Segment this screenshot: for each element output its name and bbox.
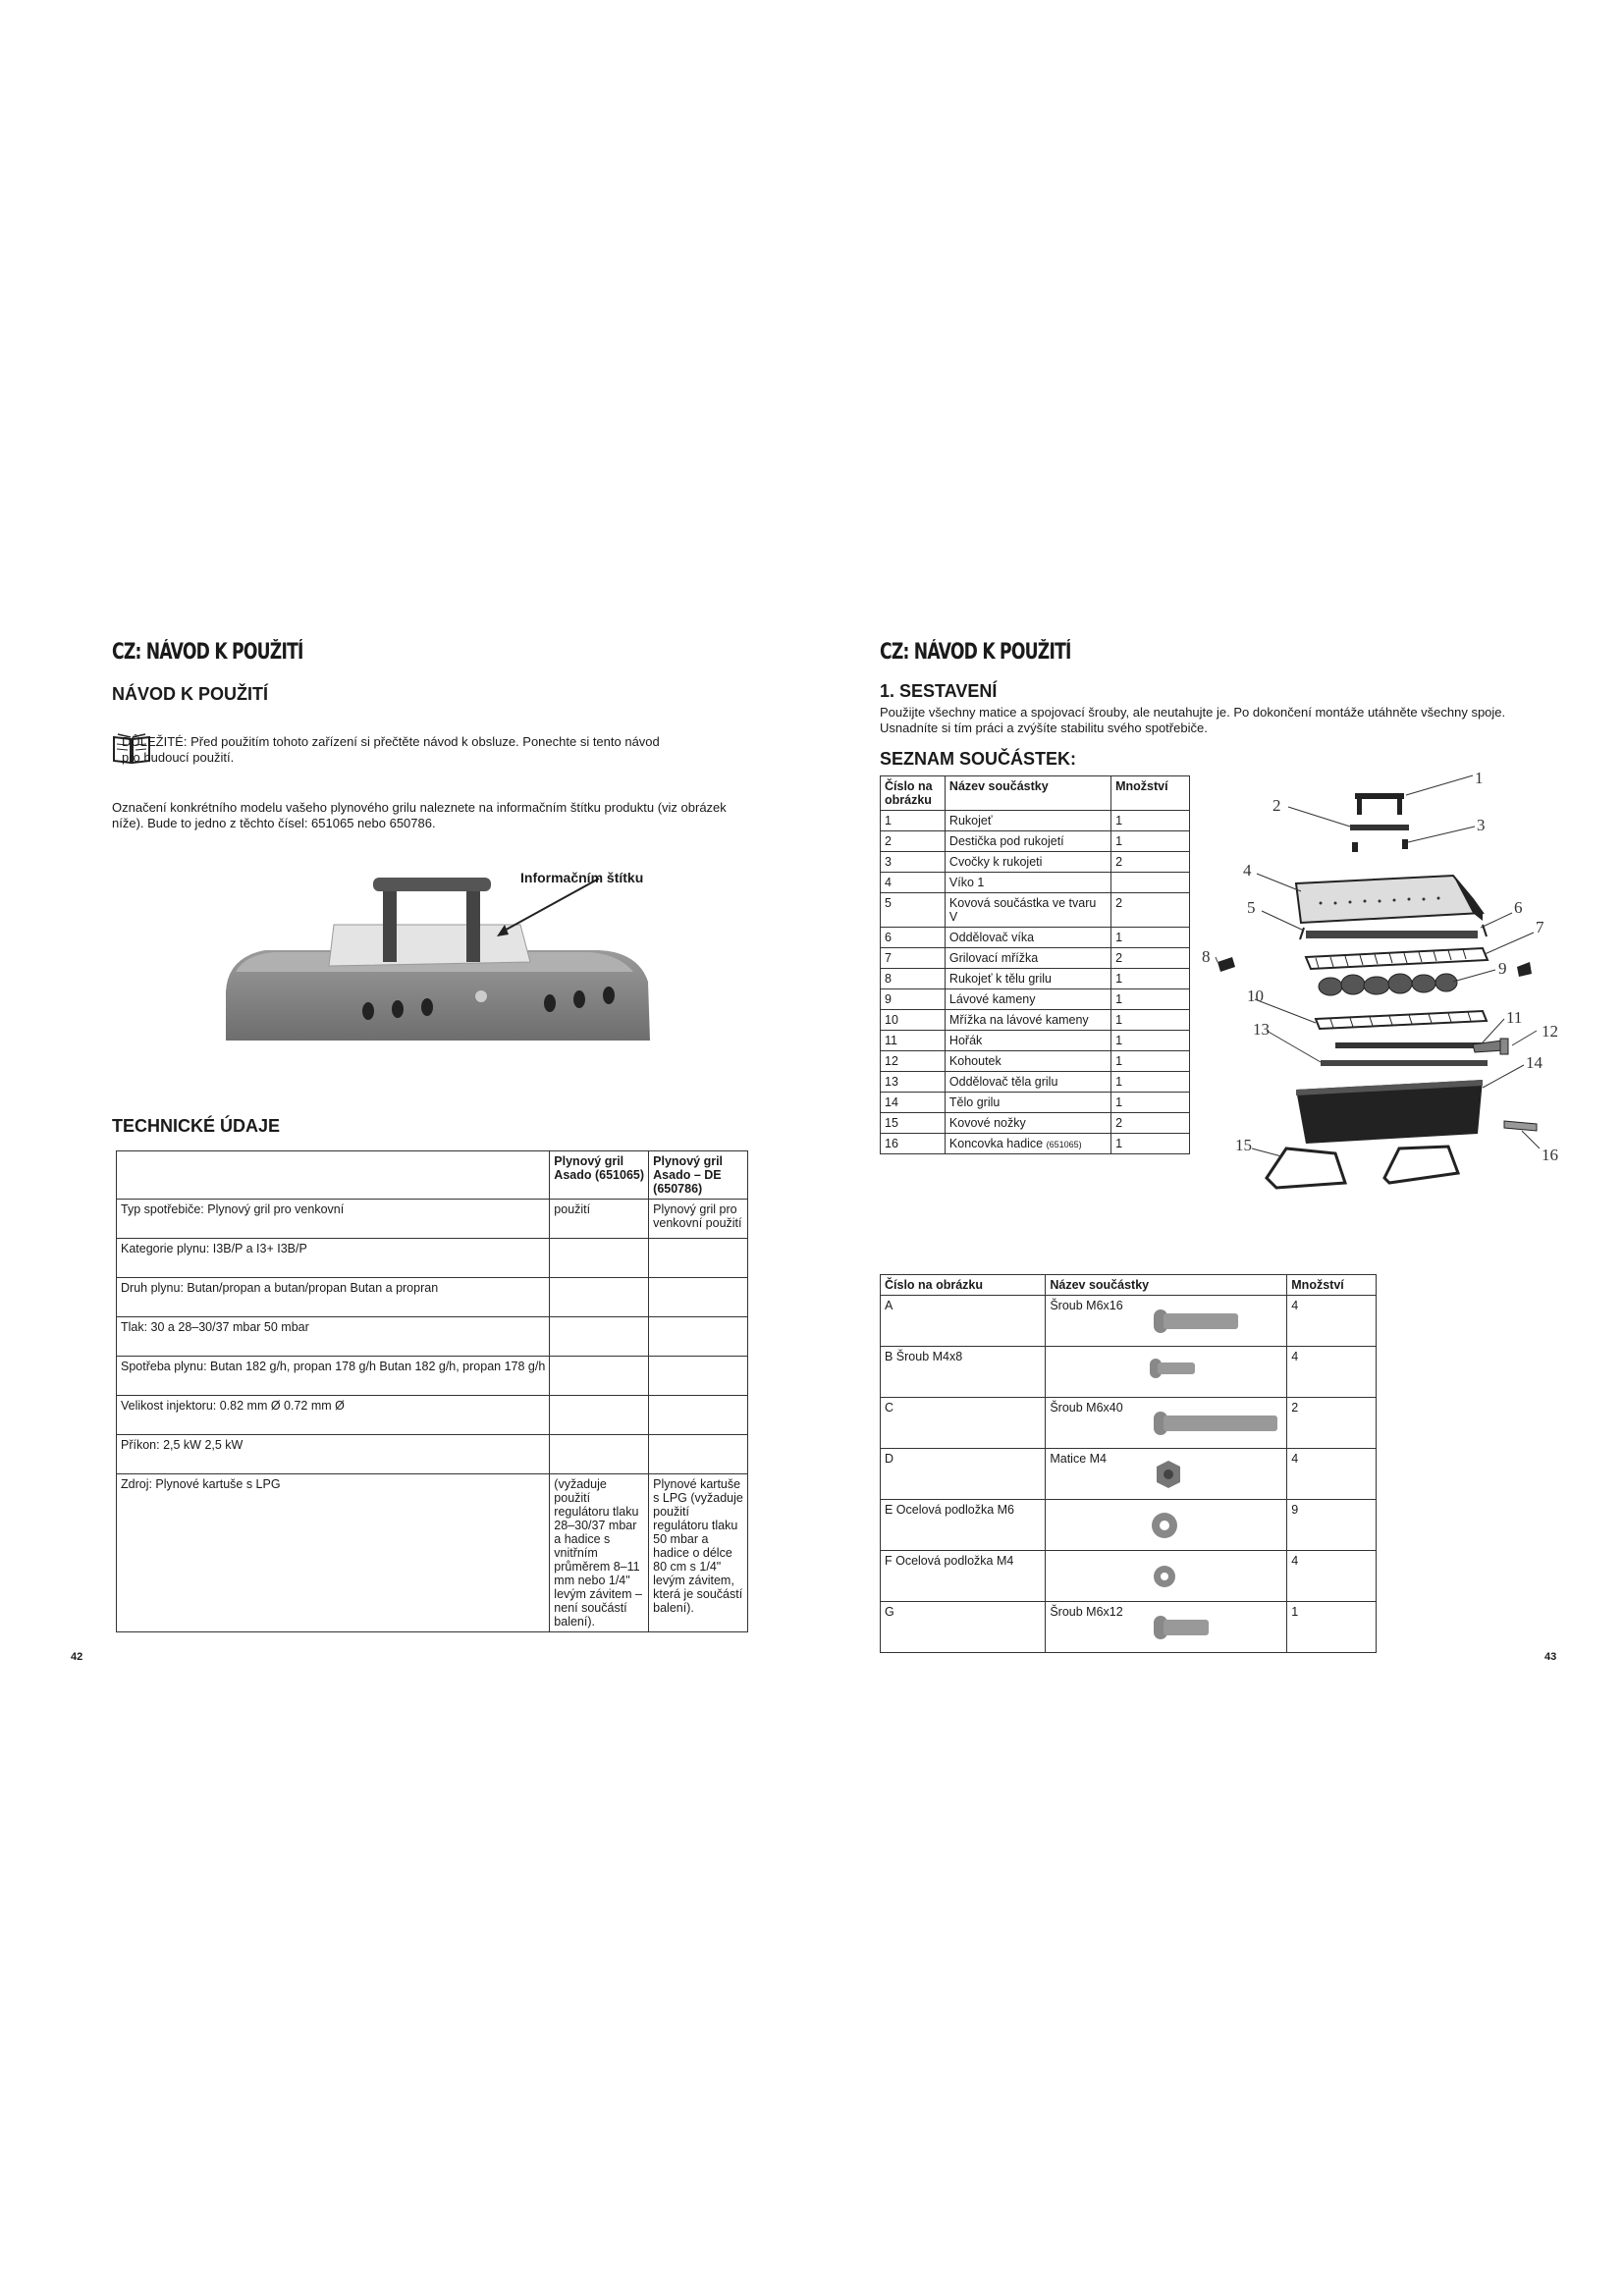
parts-cell: 4 (881, 873, 946, 893)
parts-cell: 7 (881, 948, 946, 969)
parts-table-row (881, 928, 1190, 948)
parts-table-row (881, 1093, 1190, 1113)
parts-title: SEZNAM SOUČÁSTEK: (880, 749, 1077, 769)
parts-cell: 1 (1111, 1072, 1190, 1093)
parts-table-row (881, 1051, 1190, 1072)
parts-table-row (881, 1010, 1190, 1031)
hardware-cell-text: G (885, 1605, 894, 1619)
tech-cell (649, 1239, 748, 1278)
parts-cell: 14 (881, 1093, 946, 1113)
parts-cell: Mřížka na lávové kameny (945, 1010, 1110, 1031)
tech-cell: Plynový gril pro venkovní použití (649, 1200, 748, 1239)
tech-table-row (117, 1239, 748, 1278)
hardware-cell-text: Šroub M6x12 (1050, 1605, 1123, 1619)
tech-table (116, 1150, 748, 1632)
parts-table-row (881, 948, 1190, 969)
hardware-table (880, 1274, 1377, 1653)
page-number-right: 43 (1544, 1651, 1557, 1663)
left-section-title: CZ: NÁVOD K POUŽITÍ (112, 640, 303, 665)
hardware-cell (1287, 1296, 1377, 1347)
parts-cell: Oddělovač víka (945, 928, 1110, 948)
tech-header-cell: Plynový gril Asado – DE (650786) (649, 1151, 748, 1200)
parts-table-row (881, 831, 1190, 852)
hardware-cell-text: A (885, 1299, 893, 1312)
hardware-cell (1046, 1500, 1287, 1551)
label-callout: Informačním štítku (520, 870, 644, 885)
hardware-cell-text: 4 (1291, 1554, 1299, 1568)
hardware-cell-text: 4 (1291, 1299, 1299, 1312)
tech-cell: použití (550, 1200, 649, 1239)
parts-cell: 1 (1111, 969, 1190, 989)
parts-table-row (881, 852, 1190, 873)
parts-cell: 10 (881, 1010, 946, 1031)
tech-title: TECHNICKÉ ÚDAJE (112, 1116, 281, 1136)
right-section-title: CZ: NÁVOD K POUŽITÍ (880, 640, 1071, 665)
tech-table-row (117, 1357, 748, 1396)
parts-cell: 1 (1111, 989, 1190, 1010)
hardware-table-row (881, 1449, 1377, 1500)
parts-cell: Cvočky k rukojeti (945, 852, 1110, 873)
tech-cell: Druh plynu: Butan/propan a butan/propan Butan a propran (117, 1278, 550, 1317)
hardware-header-cell: Číslo na obrázku (881, 1275, 1046, 1296)
tech-cell (649, 1396, 748, 1435)
parts-cell: 1 (1111, 811, 1190, 831)
hardware-table-row (881, 1551, 1377, 1602)
parts-cell: Lávové kameny (945, 989, 1110, 1010)
parts-table-row (881, 893, 1190, 928)
tech-cell: Příkon: 2,5 kW 2,5 kW (117, 1435, 550, 1474)
parts-table-row (881, 969, 1190, 989)
diagram-label-14: 14 (1526, 1053, 1543, 1072)
tech-cell: Plynové kartuše s LPG (vyžaduje použití regulátoru tlaku 50 mbar a hadice o délce 80 cm s 1/4" levým závitem, která je součástí balení). (649, 1474, 748, 1632)
important-note (122, 734, 672, 766)
parts-table-row (881, 1031, 1190, 1051)
tech-header-cell (117, 1151, 550, 1200)
hardware-table-row (881, 1296, 1377, 1347)
hardware-cell (1046, 1296, 1287, 1347)
parts-cell: Hořák (945, 1031, 1110, 1051)
parts-header-cell: Množství (1111, 776, 1190, 811)
parts-cell: Grilovací mřížka (945, 948, 1110, 969)
parts-cell: 2 (1111, 852, 1190, 873)
hardware-cell (1287, 1398, 1377, 1449)
parts-table-row (881, 1134, 1190, 1154)
parts-cell: 16 (881, 1134, 946, 1154)
parts-table-row (881, 811, 1190, 831)
diagram-label-2: 2 (1272, 796, 1281, 815)
left-subtitle: NÁVOD K POUŽITÍ (112, 684, 269, 704)
parts-cell: 1 (881, 811, 946, 831)
bolt-xlong-icon (1154, 1406, 1281, 1444)
important-prefix: DŮLEŽITÉ: (122, 734, 188, 749)
parts-cell: 15 (881, 1113, 946, 1134)
tech-table-row (117, 1200, 748, 1239)
tech-cell (550, 1435, 649, 1474)
washer-small-icon (1150, 1559, 1179, 1597)
tech-cell: Typ spotřebiče: Plynový gril pro venkovní (117, 1200, 550, 1239)
parts-cell: 1 (1111, 1051, 1190, 1072)
hardware-table-row (881, 1347, 1377, 1398)
page-number-left: 42 (71, 1651, 83, 1663)
parts-cell: 2 (1111, 893, 1190, 928)
diagram-label-16: 16 (1542, 1146, 1558, 1164)
hardware-cell (1046, 1347, 1287, 1398)
hardware-cell (881, 1449, 1046, 1500)
tech-cell (550, 1357, 649, 1396)
hardware-cell (881, 1347, 1046, 1398)
diagram-label-8: 8 (1202, 947, 1211, 966)
parts-cell: Víko 1 (945, 873, 1110, 893)
tech-cell (649, 1278, 748, 1317)
tech-cell (649, 1435, 748, 1474)
bolt-long-icon (1154, 1304, 1242, 1342)
parts-cell (945, 1134, 1110, 1154)
hardware-cell (881, 1602, 1046, 1653)
parts-table-row (881, 989, 1190, 1010)
tech-cell: Zdroj: Plynové kartuše s LPG (117, 1474, 550, 1632)
assembly-title: 1. SESTAVENÍ (880, 681, 998, 701)
parts-cell: 1 (1111, 1134, 1190, 1154)
hardware-cell (881, 1500, 1046, 1551)
parts-table-header (881, 776, 1190, 811)
hardware-cell-text: 2 (1291, 1401, 1299, 1415)
parts-cell: Destička pod rukojetí (945, 831, 1110, 852)
parts-cell: 1 (1111, 1093, 1190, 1113)
parts-cell: Kohoutek (945, 1051, 1110, 1072)
washer-icon (1150, 1508, 1179, 1546)
hardware-cell-text: Šroub M6x16 (1050, 1299, 1123, 1312)
tech-cell (550, 1239, 649, 1278)
hardware-cell-text: 4 (1291, 1350, 1299, 1363)
diagram-label-3: 3 (1477, 816, 1486, 834)
parts-cell: Kovová součástka ve tvaru V (945, 893, 1110, 928)
hardware-cell-text: 4 (1291, 1452, 1299, 1466)
tech-header-cell: Plynový gril Asado (651065) (550, 1151, 649, 1200)
hardware-cell (1046, 1398, 1287, 1449)
diagram-label-9: 9 (1498, 959, 1507, 978)
hardware-cell (881, 1398, 1046, 1449)
diagram-label-10: 10 (1247, 987, 1264, 1005)
parts-cell: 13 (881, 1072, 946, 1093)
parts-cell: 3 (881, 852, 946, 873)
diagram-label-5: 5 (1247, 898, 1256, 917)
bolt-short-icon (1150, 1355, 1199, 1387)
tech-cell (649, 1317, 748, 1357)
hardware-cell (1287, 1602, 1377, 1653)
parts-cell: 6 (881, 928, 946, 948)
parts-cell: Rukojeť k tělu grilu (945, 969, 1110, 989)
parts-cell: 1 (1111, 1031, 1190, 1051)
parts-header-cell: Číslo na obrázku (881, 776, 946, 811)
nut-icon (1154, 1457, 1183, 1495)
part-name: Koncovka hadice (948, 1137, 1044, 1150)
assembly-text: Použijte všechny matice a spojovací šrouby, ale neutahujte je. Po dokončení montáže utáhněte všechny spoje. Usnadníte si tím práci a zvýšíte stabilitu svého spotřebiče. (880, 705, 1506, 735)
important-text: Před použitím tohoto zařízení si přečtěte návod k obsluze. Ponechte si tento návod pro budoucí použití. (122, 734, 660, 765)
parts-cell: 5 (881, 893, 946, 928)
parts-cell: Rukojeť (945, 811, 1110, 831)
tech-cell: Tlak: 30 a 28–30/37 mbar 50 mbar (117, 1317, 550, 1357)
hardware-cell (1287, 1347, 1377, 1398)
hardware-cell-text: C (885, 1401, 894, 1415)
hardware-header-cell: Název součástky (1046, 1275, 1287, 1296)
hardware-cell-text: 1 (1291, 1605, 1299, 1619)
tech-table-row (117, 1278, 748, 1317)
tech-cell: (vyžaduje použití regulátoru tlaku 28–30/37 mbar a hadice s vnitřním průměrem 8–11 mm nebo 1/4" levým závitem – není součástí balení). (550, 1474, 649, 1632)
hardware-cell (1287, 1449, 1377, 1500)
parts-table (880, 775, 1190, 1154)
hardware-cell (881, 1551, 1046, 1602)
parts-cell: 8 (881, 969, 946, 989)
parts-cell: Oddělovač těla grilu (945, 1072, 1110, 1093)
hardware-cell (1046, 1449, 1287, 1500)
parts-cell: 11 (881, 1031, 946, 1051)
part-note: (651065) (1046, 1140, 1082, 1149)
hardware-header-cell: Množství (1287, 1275, 1377, 1296)
exploded-diagram (1188, 766, 1581, 1217)
hardware-table-row (881, 1500, 1377, 1551)
parts-cell: 2 (1111, 948, 1190, 969)
hardware-cell (1046, 1551, 1287, 1602)
diagram-label-13: 13 (1253, 1020, 1270, 1039)
hardware-table-row (881, 1602, 1377, 1653)
diagram-label-11: 11 (1506, 1008, 1523, 1027)
diagram-label-4: 4 (1243, 861, 1252, 880)
tech-table-row (117, 1474, 748, 1632)
hardware-table-row (881, 1398, 1377, 1449)
parts-table-row (881, 873, 1190, 893)
parts-cell (1111, 873, 1190, 893)
hardware-cell-text: D (885, 1452, 894, 1466)
diagram-label-12: 12 (1542, 1022, 1558, 1041)
hardware-cell (1287, 1551, 1377, 1602)
parts-cell: 12 (881, 1051, 946, 1072)
hardware-cell (1287, 1500, 1377, 1551)
tech-table-header (117, 1151, 748, 1200)
hardware-cell-text: E Ocelová podložka M6 (885, 1503, 1015, 1517)
tech-table-row (117, 1317, 748, 1357)
parts-cell: 1 (1111, 831, 1190, 852)
diagram-label-15: 15 (1235, 1136, 1252, 1154)
parts-header-cell: Název součástky (945, 776, 1110, 811)
grill-label-photo (206, 864, 658, 1041)
parts-cell: 2 (1111, 1113, 1190, 1134)
tech-table-row (117, 1435, 748, 1474)
parts-cell: 1 (1111, 1010, 1190, 1031)
parts-table-row (881, 1072, 1190, 1093)
bolt-short2-icon (1154, 1610, 1213, 1648)
parts-table-row (881, 1113, 1190, 1134)
diagram-label-1: 1 (1475, 769, 1484, 787)
tech-cell: Velikost injektoru: 0.82 mm Ø 0.72 mm Ø (117, 1396, 550, 1435)
hardware-cell-text: Matice M4 (1050, 1452, 1107, 1466)
hardware-cell-text: 9 (1291, 1503, 1299, 1517)
tech-cell: Kategorie plynu: I3B/P a I3+ I3B/P (117, 1239, 550, 1278)
tech-cell (649, 1357, 748, 1396)
tech-cell (550, 1396, 649, 1435)
diagram-label-7: 7 (1536, 918, 1544, 936)
parts-cell: Kovové nožky (945, 1113, 1110, 1134)
parts-cell: 1 (1111, 928, 1190, 948)
diagram-label-6: 6 (1514, 898, 1523, 917)
parts-cell: 2 (881, 831, 946, 852)
parts-cell: 9 (881, 989, 946, 1010)
tech-cell: Spotřeba plynu: Butan 182 g/h, propan 178 g/h Butan 182 g/h, propan 178 g/h (117, 1357, 550, 1396)
hardware-cell (1046, 1602, 1287, 1653)
hardware-table-header (881, 1275, 1377, 1296)
hardware-cell-text: Šroub M6x40 (1050, 1401, 1123, 1415)
hardware-cell-text: F Ocelová podložka M4 (885, 1554, 1014, 1568)
tech-cell (550, 1278, 649, 1317)
model-text: Označení konkrétního modelu vašeho plynového grilu naleznete na informačním štítku produktu (viz obrázek níže). Bude to jedno z těchto čísel: 651065 nebo 650786. (112, 800, 727, 830)
hardware-cell (881, 1296, 1046, 1347)
hardware-cell-text: B Šroub M4x8 (885, 1350, 963, 1363)
tech-table-row (117, 1396, 748, 1435)
tech-cell (550, 1317, 649, 1357)
parts-cell: Tělo grilu (945, 1093, 1110, 1113)
